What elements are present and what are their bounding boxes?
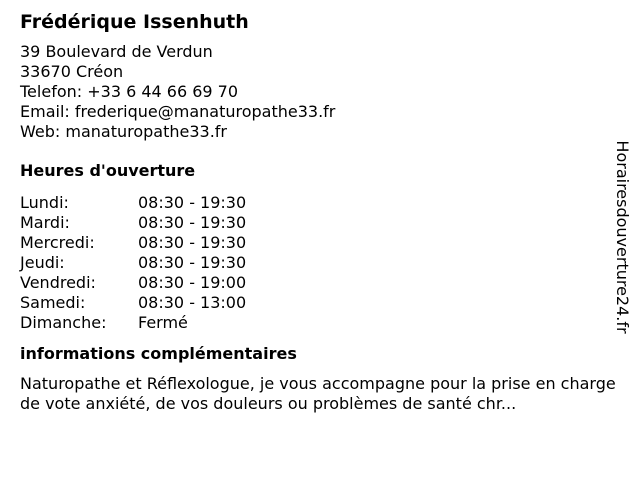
email-line	[20, 102, 600, 122]
time-range: 08:30 - 19:30	[138, 233, 247, 252]
business-card	[20, 10, 616, 414]
hours-row	[20, 313, 246, 333]
hours-row	[20, 213, 246, 233]
day-label: Samedi:	[20, 293, 86, 312]
address-city: 33670 Créon	[20, 62, 124, 81]
site-brand-watermark[interactable]: Horairesdouverture24.fr	[613, 140, 632, 334]
time-range: 08:30 - 19:30	[138, 193, 247, 212]
hours-heading: Heures d'ouverture	[20, 161, 196, 180]
web-label: Web:	[20, 122, 66, 141]
web-line	[20, 122, 600, 142]
email-link[interactable]: frederique@manaturopathe33.fr	[74, 102, 336, 121]
time-range: 08:30 - 19:30	[138, 213, 247, 232]
day-label: Dimanche:	[20, 313, 107, 332]
address-street: 39 Boulevard de Verdun	[20, 42, 213, 61]
email-label: Email:	[20, 102, 75, 121]
time-range: 08:30 - 19:00	[138, 273, 247, 292]
phone-number[interactable]: Telefon: +33 6 44 66 69 70	[20, 82, 239, 101]
hours-row	[20, 293, 246, 313]
web-link[interactable]: manaturopathe33.fr	[65, 122, 227, 141]
info-heading: informations complémentaires	[20, 344, 297, 363]
day-label: Jeudi:	[20, 253, 65, 272]
hours-row	[20, 193, 246, 213]
info-description: Naturopathe et Réflexologue, je vous accompagne pour la prise en charge de vote anxiété, de vos douleurs ou problèmes de santé chr...	[20, 374, 616, 413]
day-label: Vendredi:	[20, 273, 96, 292]
time-range: 08:30 - 19:30	[138, 253, 247, 272]
hours-row	[20, 233, 246, 253]
opening-hours-table	[20, 193, 246, 333]
day-label: Lundi:	[20, 193, 69, 212]
time-range: Fermé	[138, 313, 188, 332]
hours-row	[20, 253, 246, 273]
business-name: Frédérique Issenhuth	[20, 11, 249, 33]
day-label: Mardi:	[20, 213, 70, 232]
hours-row	[20, 273, 246, 293]
time-range: 08:30 - 13:00	[138, 293, 247, 312]
day-label: Mercredi:	[20, 233, 95, 252]
